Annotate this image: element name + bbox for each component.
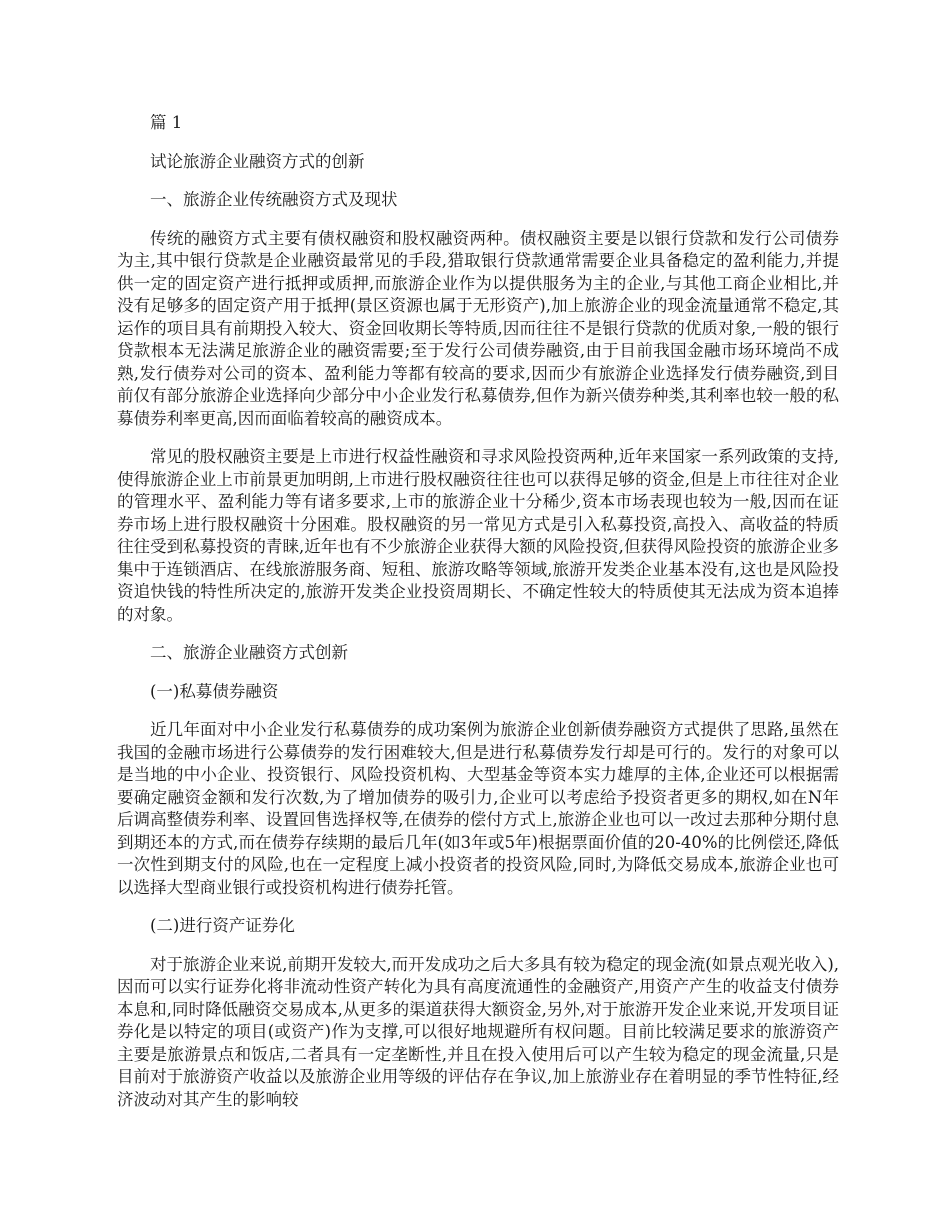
paragraph-private-bonds: 近几年面对中小企业发行私募债券的成功案例为旅游企业创新债券融资方式提供了思路,虽然在我国的金融市场进行公募债券的发行困难较大,但是进行私募债券发行却是可行的。发行的对象可以是当地的中小企业、投资银行、风险投资机构、大型基金等资本实力雄厚的主体,企业还可以根据需要确定融资金额和发行次数,为了增加债券的吸引力,企业可以考虑给予投资者更多的期权,如在N年后调高整债券利率、设置回售选择权等,在债券的偿付方式上,旅游企业也可以一改过去那种分期付息到期还本的方式,而在债券存续期的最后几年(如3年或5年)根据票面价值的20-40%的比例偿还,降低一次性到期支付的风险,也在一定程度上减小投资者的投资风险,同时,为降低交易成本,旅游企业也可以选择大型商业银行或投资机构进行债券托管。 xyxy=(117,720,839,897)
chapter-label: 篇 1 xyxy=(150,113,183,132)
paragraph-debt-equity-financing: 传统的融资方式主要有债权融资和股权融资两种。债权融资主要是以银行贷款和发行公司债券为主,其中银行贷款是企业融资最常见的手段,猎取银行贷款通常需要企业具备稳定的盈利能力,并提供一定的固定资产进行抵押或质押,而旅游企业作为以提供服务为主的企业,与其他工商企业相比,并没有足够多的固定资产用于抵押(景区资源也属于无形资产),加上旅游企业的现金流量通常不稳定,其运作的项目具有前期投入较大、资金回收期长等特质,因而往往不是银行贷款的优质对象,一般的银行贷款根本无法满足旅游企业的融资需要;至于发行公司债券融资,由于目前我国金融市场环境尚不成熟,发行债券对公司的资本、盈利能力等都有较高的要求,因而少有旅游企业选择发行债券融资,到目前仅有部分旅游企业选择向少部分中小企业发行私募债券,但作为新兴债券种类,其利率也较一般的私募债券利率更高,因而面临着较高的融资成本。 xyxy=(117,228,839,428)
section-heading-1: 一、旅游企业传统融资方式及现状 xyxy=(150,190,398,209)
paragraph-equity-financing: 常见的股权融资主要是上市进行权益性融资和寻求风险投资两种,近年来国家一系列政策的支持,使得旅游企业上市前景更加明朗,上市进行股权融资往往也可以获得足够的资金,但是上市往往对企业的管理水平、盈利能力等有诸多要求,上市的旅游企业十分稀少,资本市场表现也较为一般,因而在证券市场上进行股权融资十分困难。股权融资的另一常见方式是引入私募投资,高投入、高收益的特质往往受到私募投资的青睐,近年也有不少旅游企业获得大额的风险投资,但获得风险投资的旅游企业多集中于连锁酒店、在线旅游服务商、短租、旅游攻略等领域,旅游开发类企业基本没有,这也是风险投资追快钱的特性所决定的,旅游开发类企业投资周期长、不确定性较大的特质使其无法成为资本追捧的对象。 xyxy=(117,447,839,624)
document-body xyxy=(117,112,839,1127)
section-heading-2: 二、旅游企业融资方式创新 xyxy=(150,643,348,662)
paragraph-asset-securitization: 对于旅游企业来说,前期开发较大,而开发成功之后大多具有较为稳定的现金流(如景点观光收入),因而可以实行证券化将非流动性资产转化为具有高度流通性的金融资产,用资产产生的收益支付债券本息和,同时降低融资交易成本,从更多的渠道获得大额资金,另外,对于旅游开发企业来说,开发项目证券化是以特定的项目(或资产)作为支撑,可以很好地规避所有权问题。目前比较满足要求的旅游资产主要是旅游景点和饭店,二者具有一定垄断性,并且在投入使用后可以产生较为稳定的现金流量,只是目前对于旅游资产收益以及旅游企业用等级的评估存在争议,加上旅游业存在着明显的季节性特征,经济波动对其产生的影响较 xyxy=(117,954,839,1109)
document-title: 试论旅游企业融资方式的创新 xyxy=(150,151,365,171)
subsection-heading-2: (二)进行资产证券化 xyxy=(150,916,295,935)
subsection-heading-1: (一)私募债券融资 xyxy=(150,681,279,701)
